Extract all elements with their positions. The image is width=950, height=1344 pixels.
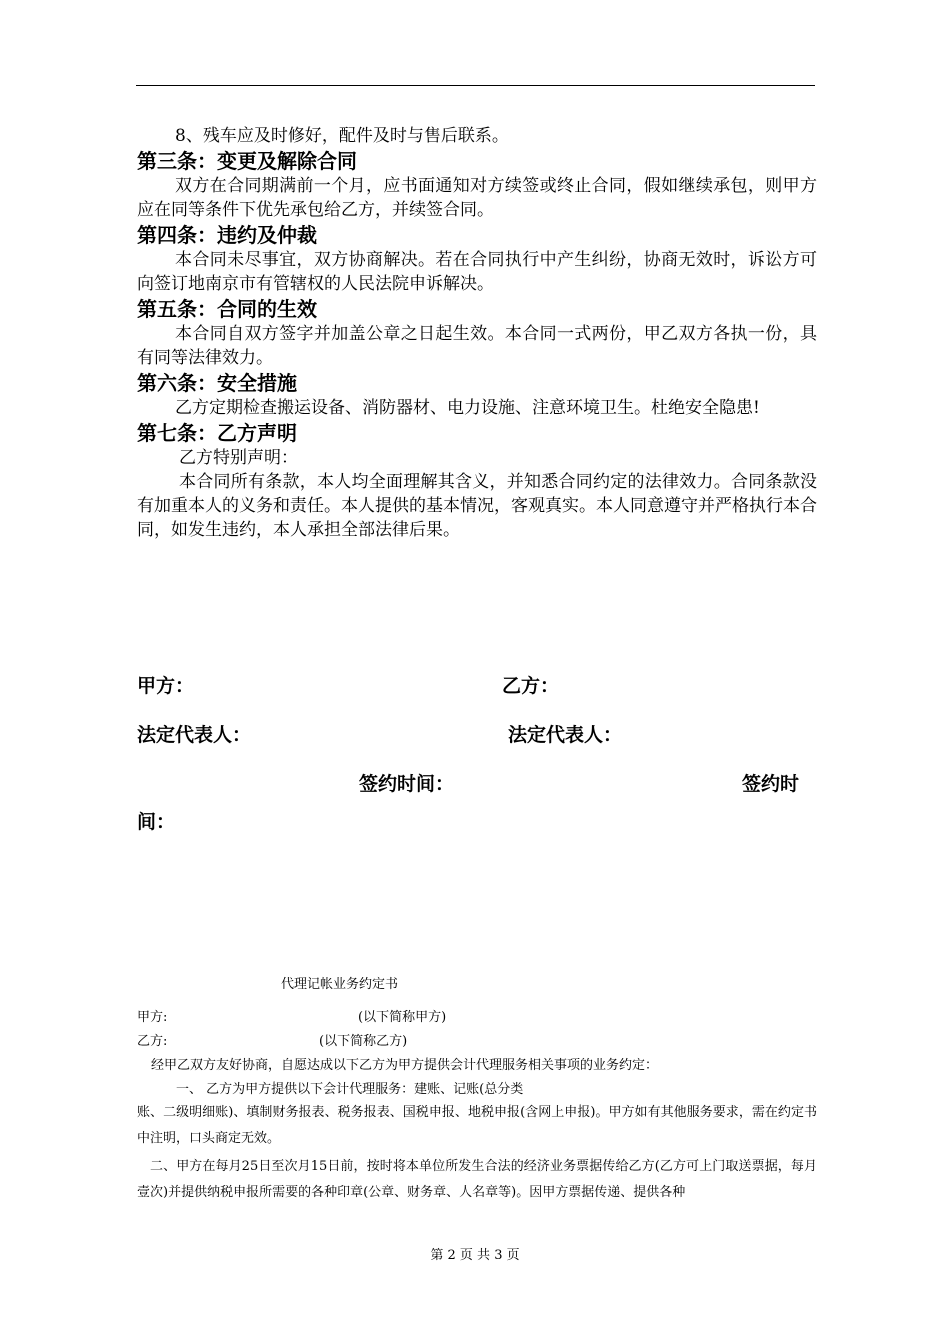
contract-body <box>137 124 817 542</box>
header-rule <box>136 85 815 86</box>
article-3-text: 双方在合同期满前一个月，应书面通知对方续签或终止合同，假如继续承包，则甲方应在同等条件下优先承包给乙方，并续签合同。 <box>137 176 817 220</box>
page-number: 第 2 页 共 3 页 <box>430 1248 520 1263</box>
article-5-text: 本合同自双方签字并加盖公章之日起生效。本合同一式两份，甲乙双方各执一份，具有同等法律效力。 <box>137 324 817 368</box>
agreement-item-2: 二、甲方在每月25日至次月15日前，按时将本单位所发生合法的经济业务票据传给乙方(乙方可上门取送票据，每月壹次)并提供纳税申报所需要的各种印章(公章、财务章、人名章等)。因甲方票据传递、提供各种 <box>137 1159 817 1200</box>
article-7-text: 本合同所有条款，本人均全面理解其含义，并知悉合同约定的法律效力。合同条款没有加重本人的义务和责任。本人提供的基本情况，客观真实。本人同意遵守并严格执行本合同，如发生违约，本人承担全部法律后果。 <box>137 472 817 540</box>
party-b-sign-date: 签约时 <box>742 773 800 795</box>
article-6-text: 乙方定期检查搬运设备、消防器材、电力设施、注意环境卫生。杜绝安全隐患! <box>175 398 760 418</box>
item-8: 8、残车应及时修好，配件及时与售后联系。 <box>175 126 509 146</box>
agreement-party-a-label: 甲方: <box>137 1010 168 1025</box>
party-a-label: 甲方： <box>137 675 195 697</box>
article-7-subtitle: 乙方特别声明： <box>179 448 298 468</box>
agreement-item-1-rest: 账、二级明细账)、填制财务报表、税务报表、国税申报、地税申报(含网上申报)。甲方如有其他服务要求，需在约定书中注明，口头商定无效。 <box>137 1105 817 1146</box>
agreement-party-a-note: (以下简称甲方) <box>358 1010 447 1025</box>
article-6-title: 第六条：安全措施 <box>137 371 297 395</box>
article-5-title: 第五条：合同的生效 <box>137 297 317 321</box>
party-a-representative: 法定代表人： <box>137 724 252 746</box>
article-4-title: 第四条：违约及仲裁 <box>137 223 317 247</box>
agreement-intro: 经甲乙双方友好协商，自愿达成以下乙方为甲方提供会计代理服务相关事项的业务约定： <box>151 1058 659 1073</box>
agreement-party-b-label: 乙方: <box>137 1034 168 1049</box>
article-7-title: 第七条：乙方声明 <box>137 421 297 445</box>
article-4-text: 本合同未尽事宜，双方协商解决。若在合同执行中产生纠纷，协商无效时，诉讼方可向签订地南京市有管辖权的人民法院申诉解决。 <box>137 250 817 294</box>
agreement-item-1-first-line: 一、 乙方为甲方提供以下会计代理服务：建账、记账(总分类 <box>176 1082 524 1097</box>
party-b-representative: 法定代表人： <box>508 724 623 746</box>
party-b-label: 乙方： <box>502 675 560 697</box>
party-b-sign-date-wrap: 间： <box>137 811 176 833</box>
agreement-title: 代理记帐业务约定书 <box>281 977 399 992</box>
party-a-sign-date: 签约时间： <box>359 773 455 795</box>
article-3-title: 第三条：变更及解除合同 <box>137 149 357 173</box>
agreement-party-b-note: (以下简称乙方) <box>319 1034 408 1049</box>
